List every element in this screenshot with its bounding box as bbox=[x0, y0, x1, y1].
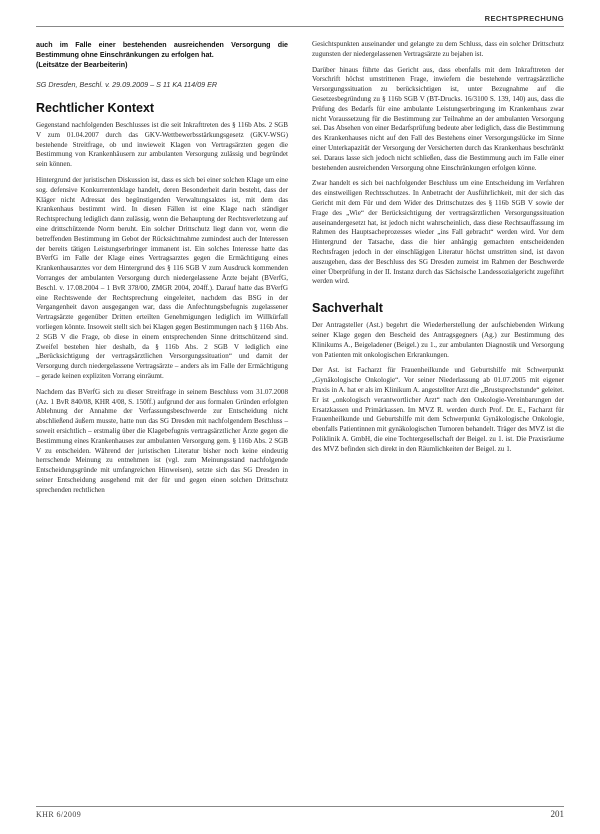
left-column bbox=[36, 40, 288, 501]
header-rule bbox=[36, 26, 564, 27]
paragraph: Zwar handelt es sich bei nachfolgender Beschluss um eine Entscheidung im Verfahren des einstweiligen Rechtsschutzes. In Anbetracht der Ausführlichkeit, mit der sich das Gericht mit dem Für und dem Wider des Drittschutzes des § 116b SGB V sowie der Frage des „Wie“ der Berücksichtigung der vertragsärztlichen Versorgungssituation auseinandergesetzt hat, ist jedoch nicht wahrscheinlich, dass diese Rechtsauffassung im Rahmen des Hauptsacheprozesses wieder „ins Fall gebracht“ werden wird. Vor dem Hintergrund der Tatsache, dass die hier anhängig gemachten entscheidenden Rechtsfragen jedoch in der einschlägigen Literatur höchst umstritten sind, ist davon auszugehen, dass der Beschluss des SG Dresden zumeist im Rahmen der Beschwerde einer Überprüfung in der II. Instanz durch das Sächsische Landessozialgericht zugeführt werden wird. bbox=[312, 179, 564, 286]
court-citation: SG Dresden, Beschl. v. 29.09.2009 – S 11 KA 114/09 ER bbox=[36, 80, 218, 89]
heading-legal-context: Rechtlicher Kontext bbox=[36, 101, 155, 115]
right-column bbox=[312, 40, 564, 460]
journal-issue: KHR 6/2009 bbox=[36, 810, 82, 819]
section-label: RECHTSPRECHUNG bbox=[484, 14, 564, 23]
paragraph: Der Antragsteller (Ast.) begehrt die Wiederherstellung der aufschiebenden Wirkung seiner Klage gegen den Bescheid des Antragsgegners (Ag.) zur Bestimmung des Klinikums A., Beigeladener (Beigel.) zu 1., zur ambulanten Diagnostik und Versorgung von Patienten mit onkologischen Erkrankungen. bbox=[312, 321, 564, 359]
paragraph: Darüber hinaus führte das Gericht aus, dass ebenfalls mit dem Inkrafttreten der Vorschrift höchst umstrittenen Frage, inwiefern die bestehende vertragsärztliche Versorgungssituation zu berücksichtigen ist, unter Bezugnahme auf die Gesetzesbegründung zu § 116b SGB V (BT-Drucks. 16/3100 S. 139, 140) aus, dass die Prüfung des Bedarfs für eine ambulante Leistungserbringung im Krankenhaus zwar nicht Voraussetzung für die Bestimmung zur Teilnahme an der ambulanten Versorgung sei. Das Absehen von einer Bedarfsprüfung bedeute aber lediglich, dass die Bestimmung des Krankenhauses nicht auf den Fall des Bestehens einer Versorgungslücke im Sinne einer Unterkapazität der Versorgung der Versicherten durch das Krankenhaus beschränkt sei. Daraus lasse sich jedoch nicht schließen, dass die Bestimmung auch im Falle einer bestehenden ausreichenden Versorgung ohne Einschränkungen erfolgen könne. bbox=[312, 65, 564, 172]
heading-facts: Sachverhalt bbox=[312, 301, 383, 316]
paragraph: Nachdem das BVerfG sich zu dieser Streitfrage in seinem Beschluss vom 31.07.2008 (Az. 1 BvR 840/08, KHR 4/08, S. 150ff.) aufgrund der aus formalen Gründen erfolgten Ablehnung der Annahme der Verfassungsbeschwerde zur Entscheidung nicht abschließend äußern musste, hatte nun das SG Dresden mit nachfolgendem Beschluss – soweit ersichtlich – erstmalig über die Klagebefugnis vertragsärztlicher Ärzte gegen die Bestimmung eines Krankenhauses zur ambulanten Versorgung gem. § 116b Abs. 2 SGB V zu entscheiden. Während der juristischen Literatur bisher noch keine eindeutig herrschende Meinung zu entnehmen ist (vgl. zum Meinungsstand nachfolgende Entscheidungsgründe mit umfangreichen Hinweisen), setzte sich das SG Dresden in seiner Entscheidung ausgehend mit der für und gegen einen solchen Drittschutz sprechenden rechtlichen bbox=[36, 387, 288, 494]
footer-rule bbox=[36, 806, 564, 807]
page-number: 201 bbox=[550, 809, 564, 819]
paragraph: Der Ast. ist Facharzt für Frauenheilkunde und Geburtshilfe mit Schwerpunkt „Gynäkologische Onkologie“. Vor seiner Niederlassung ab 01.07.2005 mit eigener Praxis in A. hat er als im Klinikum A. angestellter Arzt die „Brustsprechstunde“ geleitet. Er ist „onkologisch verantwortlicher Arzt“ nach den Onkologie-Vereinbarungen der Ersatzkassen und Primärkassen. Im MVZ R. werden durch Prof. Dr. E., Facharzt für Frauenheilkunde und Geburtshilfe mit dem Schwerpunkt Gynäkologische Onkologie, ebenfalls Patientinnen mit gynäkologischen Tumoren behandelt. Träger des MVZ ist die Poliklinik A. GmbH, die eine Tochtergesellschaft der Beigel. zu 1. ist. Die Praxisräume des MVZ befinden sich direkt in den Räumlichkeiten der Beigel. zu 1. bbox=[312, 366, 564, 453]
paragraph: Hintergrund der juristischen Diskussion ist, dass es sich bei einer solchen Klage um eine sog. defensive Konkurrentenklage handelt, deren Besonderheit darin besteht, dass der Kläger nicht Adressat des begünstigenden Verwaltungsaktes ist, mit dem das Krankenhaus bestimmt wird. In diesen Fällen ist eine Klage nach ständiger Rechtsprechung lediglich dann zulässig, wenn die Behauptung der Rechtsverletzung auf eine drittschützende Norm beruht. Ein solcher Drittschutz liegt dann vor, wenn die betreffenden Bestimmung im Gebot der Rücksichtnahme zumindest auch der Interessen der bereits tätigen Leistungserbringer immanent ist. Ein solches Interesse hatte das BVerfG im Falle der Klage eines Vertragsarztes gegen die Ermächtigung eines Krankenhausarztes vor dem Hintergrund des § 116 SGB V zum Ausdruck kommenden Vorranges der ambulanten Versorgung durch niedergelassene Ärzte bejaht (BVerfG, Beschl. v. 17.08.2004 – 1 BvR 378/00, ZMGR 2004, 204ff.). Darauf hatte das BVerfG eine Rechtswende der Rechtsprechung eingeleitet, nachdem das BSG in der Vergangenheit davon ausgegangen war, dass die Anfechtungsbefugnis zugelassener Vertragsärzte gegenüber Dritten erteilten Genehmigungen lediglich im Willkürfall vorliegen könnte. Insoweit stellt sich bei Klagen gegen Bestimmungen nach § 116b Abs. 2 SGB V die Frage, ob diese in einem entsprechenden Sinne drittschützend sind. Zweifel bestehen hier deshalb, da § 116b Abs. 2 SGB V lediglich eine „Berücksichtigung der vertragsärztlichen Versorgungssituation“ und damit der Versorgung durch niedergelassene Vertragsärzte – anders als im Falle der Ermächtigung – gerade keinen expliziten Vorrang einräumt. bbox=[36, 175, 288, 380]
guiding-principle-note: (Leitsätze der Bearbeiterin) bbox=[36, 61, 128, 69]
paragraph: Gegenstand nachfolgenden Beschlusses ist die seit Inkrafttreten des § 116b Abs. 2 SGB V zum 01.04.2007 durch das GKV-Wettbewerbsstärkungsgesetz (GKV-WSG) bestehende Streitfrage, ob und inwieweit Klagen von Vertragsärzten gegen die Bestimmung von Krankenhäusern zur ambulanten Versorgung zulässig und begründet sein können. bbox=[36, 121, 288, 169]
guiding-principle-text: auch im Falle einer bestehenden ausreichenden Versorgung die Bestimmung ohne Einschränkungen zu erfolgen hat. bbox=[36, 41, 288, 59]
paragraph: Gesichtspunkten auseinander und gelangte zu dem Schluss, dass ein solcher Drittschutz zugunsten der niedergelassenen Vertragsärzte zu bejahen ist. bbox=[312, 40, 564, 58]
